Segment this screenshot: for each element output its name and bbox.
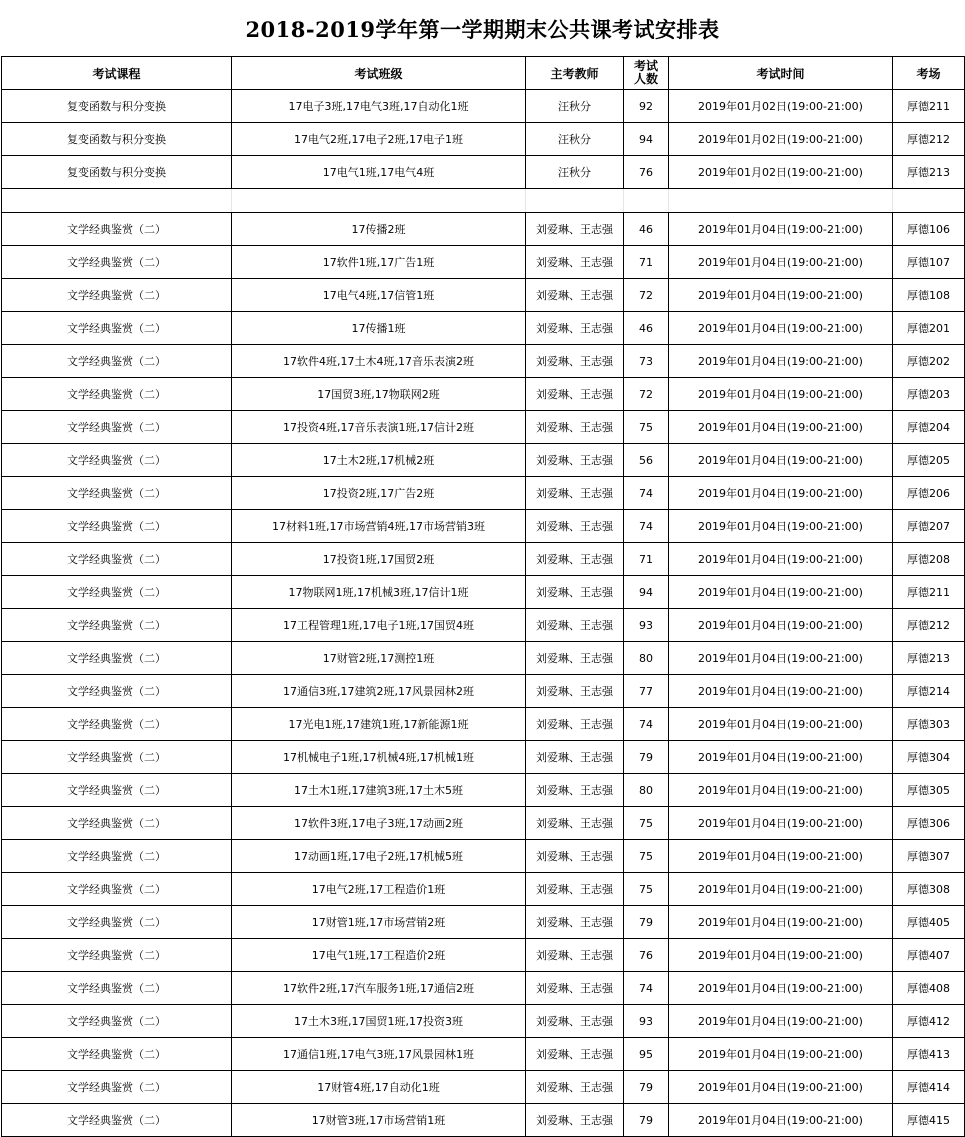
table-row [2,675,965,708]
cell-room: 厚德203 [893,378,965,411]
cell-count: 71 [624,246,669,279]
cell-teacher: 汪秋分 [526,90,624,123]
table-row [2,312,965,345]
cell-count: 74 [624,510,669,543]
cell-room: 厚德213 [893,156,965,189]
cell-count: 93 [624,609,669,642]
cell-count: 92 [624,90,669,123]
cell-course: 文学经典鉴赏（二） [2,642,232,675]
cell-time: 2019年01月04日(19:00-21:00) [669,675,893,708]
cell-room: 厚德211 [893,576,965,609]
cell-time: 2019年01月04日(19:00-21:00) [669,741,893,774]
table-row [2,807,965,840]
cell-classes: 17电气1班,17电气4班 [232,156,526,189]
table-row [2,1038,965,1071]
table-row [2,411,965,444]
cell-time: 2019年01月04日(19:00-21:00) [669,906,893,939]
cell-room: 厚德205 [893,444,965,477]
cell-classes: 17土木3班,17国贸1班,17投资3班 [232,1005,526,1038]
cell-room: 厚德202 [893,345,965,378]
header-row [2,57,965,90]
header-count-line2: 人数 [633,72,658,86]
table-row [2,1005,965,1038]
cell-course: 文学经典鉴赏（二） [2,444,232,477]
cell-time: 2019年01月04日(19:00-21:00) [669,807,893,840]
empty-cell [669,189,893,213]
cell-course: 文学经典鉴赏（二） [2,411,232,444]
cell-classes: 17通信3班,17建筑2班,17风景园林2班 [232,675,526,708]
cell-room: 厚德308 [893,873,965,906]
cell-teacher: 汪秋分 [526,156,624,189]
cell-course: 文学经典鉴赏（二） [2,510,232,543]
table-row [2,609,965,642]
cell-time: 2019年01月04日(19:00-21:00) [669,609,893,642]
cell-room: 厚德414 [893,1071,965,1104]
table-row [2,543,965,576]
cell-room: 厚德303 [893,708,965,741]
cell-count: 46 [624,312,669,345]
cell-classes: 17财管3班,17市场营销1班 [232,1104,526,1137]
table-row [2,90,965,123]
page-title: 2018-2019学年第一学期期末公共课考试安排表 [245,17,720,42]
cell-classes: 17软件1班,17广告1班 [232,246,526,279]
table-row [2,906,965,939]
cell-time: 2019年01月04日(19:00-21:00) [669,444,893,477]
cell-time: 2019年01月02日(19:00-21:00) [669,90,893,123]
cell-classes: 17电气2班,17电子2班,17电子1班 [232,123,526,156]
cell-time: 2019年01月04日(19:00-21:00) [669,1038,893,1071]
cell-count: 46 [624,213,669,246]
table-row [2,939,965,972]
header-count [624,57,669,90]
cell-count: 94 [624,123,669,156]
cell-classes: 17投资4班,17音乐表演1班,17信计2班 [232,411,526,444]
cell-classes: 17电气2班,17工程造价1班 [232,873,526,906]
cell-course: 复变函数与积分变换 [2,156,232,189]
cell-count: 72 [624,378,669,411]
cell-teacher: 刘爱琳、王志强 [526,543,624,576]
cell-room: 厚德304 [893,741,965,774]
empty-cell [526,189,624,213]
cell-course: 文学经典鉴赏（二） [2,906,232,939]
exam-schedule-table [1,56,965,1137]
table-row [2,345,965,378]
header-count-line1: 考试 [633,59,658,73]
cell-teacher: 刘爱琳、王志强 [526,279,624,312]
cell-count: 79 [624,1104,669,1137]
cell-course: 文学经典鉴赏（二） [2,708,232,741]
table-row [2,708,965,741]
cell-time: 2019年01月04日(19:00-21:00) [669,1104,893,1137]
cell-course: 文学经典鉴赏（二） [2,807,232,840]
cell-course: 文学经典鉴赏（二） [2,774,232,807]
cell-teacher: 刘爱琳、王志强 [526,510,624,543]
cell-course: 复变函数与积分变换 [2,123,232,156]
cell-teacher: 刘爱琳、王志强 [526,345,624,378]
cell-count: 76 [624,156,669,189]
table-row [2,444,965,477]
cell-teacher: 刘爱琳、王志强 [526,642,624,675]
cell-teacher: 刘爱琳、王志强 [526,576,624,609]
cell-room: 厚德213 [893,642,965,675]
cell-room: 厚德212 [893,123,965,156]
cell-teacher: 刘爱琳、王志强 [526,246,624,279]
cell-classes: 17投资2班,17广告2班 [232,477,526,510]
cell-teacher: 刘爱琳、王志强 [526,675,624,708]
cell-course: 文学经典鉴赏（二） [2,279,232,312]
cell-teacher: 刘爱琳、王志强 [526,741,624,774]
cell-course: 文学经典鉴赏（二） [2,312,232,345]
cell-time: 2019年01月04日(19:00-21:00) [669,246,893,279]
cell-time: 2019年01月04日(19:00-21:00) [669,312,893,345]
cell-room: 厚德214 [893,675,965,708]
cell-time: 2019年01月02日(19:00-21:00) [669,156,893,189]
cell-teacher: 刘爱琳、王志强 [526,972,624,1005]
cell-time: 2019年01月04日(19:00-21:00) [669,576,893,609]
table-row [2,279,965,312]
cell-count: 75 [624,873,669,906]
cell-classes: 17光电1班,17建筑1班,17新能源1班 [232,708,526,741]
cell-teacher: 刘爱琳、王志强 [526,1071,624,1104]
cell-teacher: 汪秋分 [526,123,624,156]
cell-time: 2019年01月04日(19:00-21:00) [669,972,893,1005]
cell-count: 56 [624,444,669,477]
table-row [2,576,965,609]
cell-classes: 17财管4班,17自动化1班 [232,1071,526,1104]
cell-room: 厚德412 [893,1005,965,1038]
cell-room: 厚德108 [893,279,965,312]
cell-classes: 17材料1班,17市场营销4班,17市场营销3班 [232,510,526,543]
cell-count: 75 [624,807,669,840]
cell-classes: 17投资1班,17国贸2班 [232,543,526,576]
cell-count: 95 [624,1038,669,1071]
header-classes: 考试班级 [232,57,526,90]
cell-classes: 17国贸3班,17物联网2班 [232,378,526,411]
cell-count: 94 [624,576,669,609]
cell-time: 2019年01月04日(19:00-21:00) [669,510,893,543]
cell-classes: 17物联网1班,17机械3班,17信计1班 [232,576,526,609]
cell-time: 2019年01月04日(19:00-21:00) [669,873,893,906]
cell-count: 80 [624,774,669,807]
cell-classes: 17通信1班,17电气3班,17风景园林1班 [232,1038,526,1071]
cell-room: 厚德107 [893,246,965,279]
table-row [2,477,965,510]
cell-teacher: 刘爱琳、王志强 [526,1005,624,1038]
table-row [2,774,965,807]
cell-teacher: 刘爱琳、王志强 [526,840,624,873]
cell-course: 文学经典鉴赏（二） [2,972,232,1005]
cell-course: 文学经典鉴赏（二） [2,609,232,642]
cell-classes: 17传播1班 [232,312,526,345]
cell-room: 厚德413 [893,1038,965,1071]
cell-time: 2019年01月04日(19:00-21:00) [669,1005,893,1038]
cell-count: 77 [624,675,669,708]
table-row [2,1104,965,1137]
cell-course: 复变函数与积分变换 [2,90,232,123]
empty-cell [624,189,669,213]
header-teacher: 主考教师 [526,57,624,90]
cell-classes: 17财管2班,17测控1班 [232,642,526,675]
cell-classes: 17软件4班,17土木4班,17音乐表演2班 [232,345,526,378]
empty-cell [893,189,965,213]
table-row [2,123,965,156]
table-row [2,741,965,774]
cell-course: 文学经典鉴赏（二） [2,246,232,279]
cell-classes: 17工程管理1班,17电子1班,17国贸4班 [232,609,526,642]
cell-teacher: 刘爱琳、王志强 [526,1038,624,1071]
cell-count: 93 [624,1005,669,1038]
cell-time: 2019年01月04日(19:00-21:00) [669,642,893,675]
table-row [2,1071,965,1104]
cell-room: 厚德408 [893,972,965,1005]
cell-course: 文学经典鉴赏（二） [2,873,232,906]
cell-course: 文学经典鉴赏（二） [2,741,232,774]
cell-count: 73 [624,345,669,378]
cell-course: 文学经典鉴赏（二） [2,543,232,576]
cell-time: 2019年01月04日(19:00-21:00) [669,345,893,378]
cell-teacher: 刘爱琳、王志强 [526,873,624,906]
cell-course: 文学经典鉴赏（二） [2,378,232,411]
cell-time: 2019年01月04日(19:00-21:00) [669,477,893,510]
cell-course: 文学经典鉴赏（二） [2,345,232,378]
table-row [2,840,965,873]
cell-count: 79 [624,906,669,939]
table-row [2,873,965,906]
cell-room: 厚德206 [893,477,965,510]
cell-count: 74 [624,708,669,741]
cell-teacher: 刘爱琳、王志强 [526,939,624,972]
cell-teacher: 刘爱琳、王志强 [526,807,624,840]
cell-room: 厚德208 [893,543,965,576]
cell-count: 76 [624,939,669,972]
cell-room: 厚德307 [893,840,965,873]
cell-course: 文学经典鉴赏（二） [2,576,232,609]
cell-count: 72 [624,279,669,312]
cell-classes: 17传播2班 [232,213,526,246]
cell-teacher: 刘爱琳、王志强 [526,609,624,642]
cell-teacher: 刘爱琳、王志强 [526,312,624,345]
cell-time: 2019年01月04日(19:00-21:00) [669,774,893,807]
cell-time: 2019年01月04日(19:00-21:00) [669,279,893,312]
cell-course: 文学经典鉴赏（二） [2,1071,232,1104]
cell-teacher: 刘爱琳、王志强 [526,411,624,444]
table-row [2,972,965,1005]
cell-count: 74 [624,972,669,1005]
cell-time: 2019年01月04日(19:00-21:00) [669,378,893,411]
cell-time: 2019年01月04日(19:00-21:00) [669,1071,893,1104]
cell-room: 厚德212 [893,609,965,642]
cell-classes: 17软件2班,17汽车服务1班,17通信2班 [232,972,526,1005]
cell-classes: 17电子3班,17电气3班,17自动化1班 [232,90,526,123]
table-row [2,156,965,189]
cell-course: 文学经典鉴赏（二） [2,1038,232,1071]
cell-classes: 17机械电子1班,17机械4班,17机械1班 [232,741,526,774]
cell-course: 文学经典鉴赏（二） [2,675,232,708]
cell-time: 2019年01月04日(19:00-21:00) [669,708,893,741]
cell-count: 71 [624,543,669,576]
table-row [2,378,965,411]
cell-count: 75 [624,840,669,873]
cell-teacher: 刘爱琳、王志强 [526,378,624,411]
cell-time: 2019年01月04日(19:00-21:00) [669,213,893,246]
cell-course: 文学经典鉴赏（二） [2,840,232,873]
cell-teacher: 刘爱琳、王志强 [526,906,624,939]
cell-teacher: 刘爱琳、王志强 [526,708,624,741]
cell-time: 2019年01月04日(19:00-21:00) [669,840,893,873]
cell-teacher: 刘爱琳、王志强 [526,444,624,477]
cell-course: 文学经典鉴赏（二） [2,477,232,510]
cell-room: 厚德106 [893,213,965,246]
cell-time: 2019年01月04日(19:00-21:00) [669,543,893,576]
table-row [2,246,965,279]
cell-count: 79 [624,741,669,774]
header-room: 考场 [893,57,965,90]
cell-classes: 17土木2班,17机械2班 [232,444,526,477]
cell-room: 厚德207 [893,510,965,543]
cell-teacher: 刘爱琳、王志强 [526,213,624,246]
cell-classes: 17软件3班,17电子3班,17动画2班 [232,807,526,840]
header-time: 考试时间 [669,57,893,90]
cell-count: 74 [624,477,669,510]
cell-classes: 17动画1班,17电子2班,17机械5班 [232,840,526,873]
cell-room: 厚德306 [893,807,965,840]
cell-count: 75 [624,411,669,444]
cell-count: 80 [624,642,669,675]
cell-time: 2019年01月04日(19:00-21:00) [669,411,893,444]
header-course: 考试课程 [2,57,232,90]
empty-cell [232,189,526,213]
cell-teacher: 刘爱琳、王志强 [526,774,624,807]
cell-room: 厚德405 [893,906,965,939]
cell-time: 2019年01月04日(19:00-21:00) [669,939,893,972]
cell-time: 2019年01月02日(19:00-21:00) [669,123,893,156]
table-row [2,642,965,675]
cell-teacher: 刘爱琳、王志强 [526,477,624,510]
empty-cell [2,189,232,213]
table-row [2,213,965,246]
cell-room: 厚德305 [893,774,965,807]
cell-count: 79 [624,1071,669,1104]
cell-room: 厚德211 [893,90,965,123]
cell-teacher: 刘爱琳、王志强 [526,1104,624,1137]
cell-classes: 17电气1班,17工程造价2班 [232,939,526,972]
cell-classes: 17电气4班,17信管1班 [232,279,526,312]
cell-classes: 17财管1班,17市场营销2班 [232,906,526,939]
cell-room: 厚德407 [893,939,965,972]
cell-room: 厚德204 [893,411,965,444]
cell-room: 厚德415 [893,1104,965,1137]
cell-classes: 17土木1班,17建筑3班,17土木5班 [232,774,526,807]
cell-course: 文学经典鉴赏（二） [2,213,232,246]
cell-course: 文学经典鉴赏（二） [2,1104,232,1137]
cell-room: 厚德201 [893,312,965,345]
separator-row [2,189,965,213]
table-row [2,510,965,543]
cell-course: 文学经典鉴赏（二） [2,939,232,972]
cell-course: 文学经典鉴赏（二） [2,1005,232,1038]
